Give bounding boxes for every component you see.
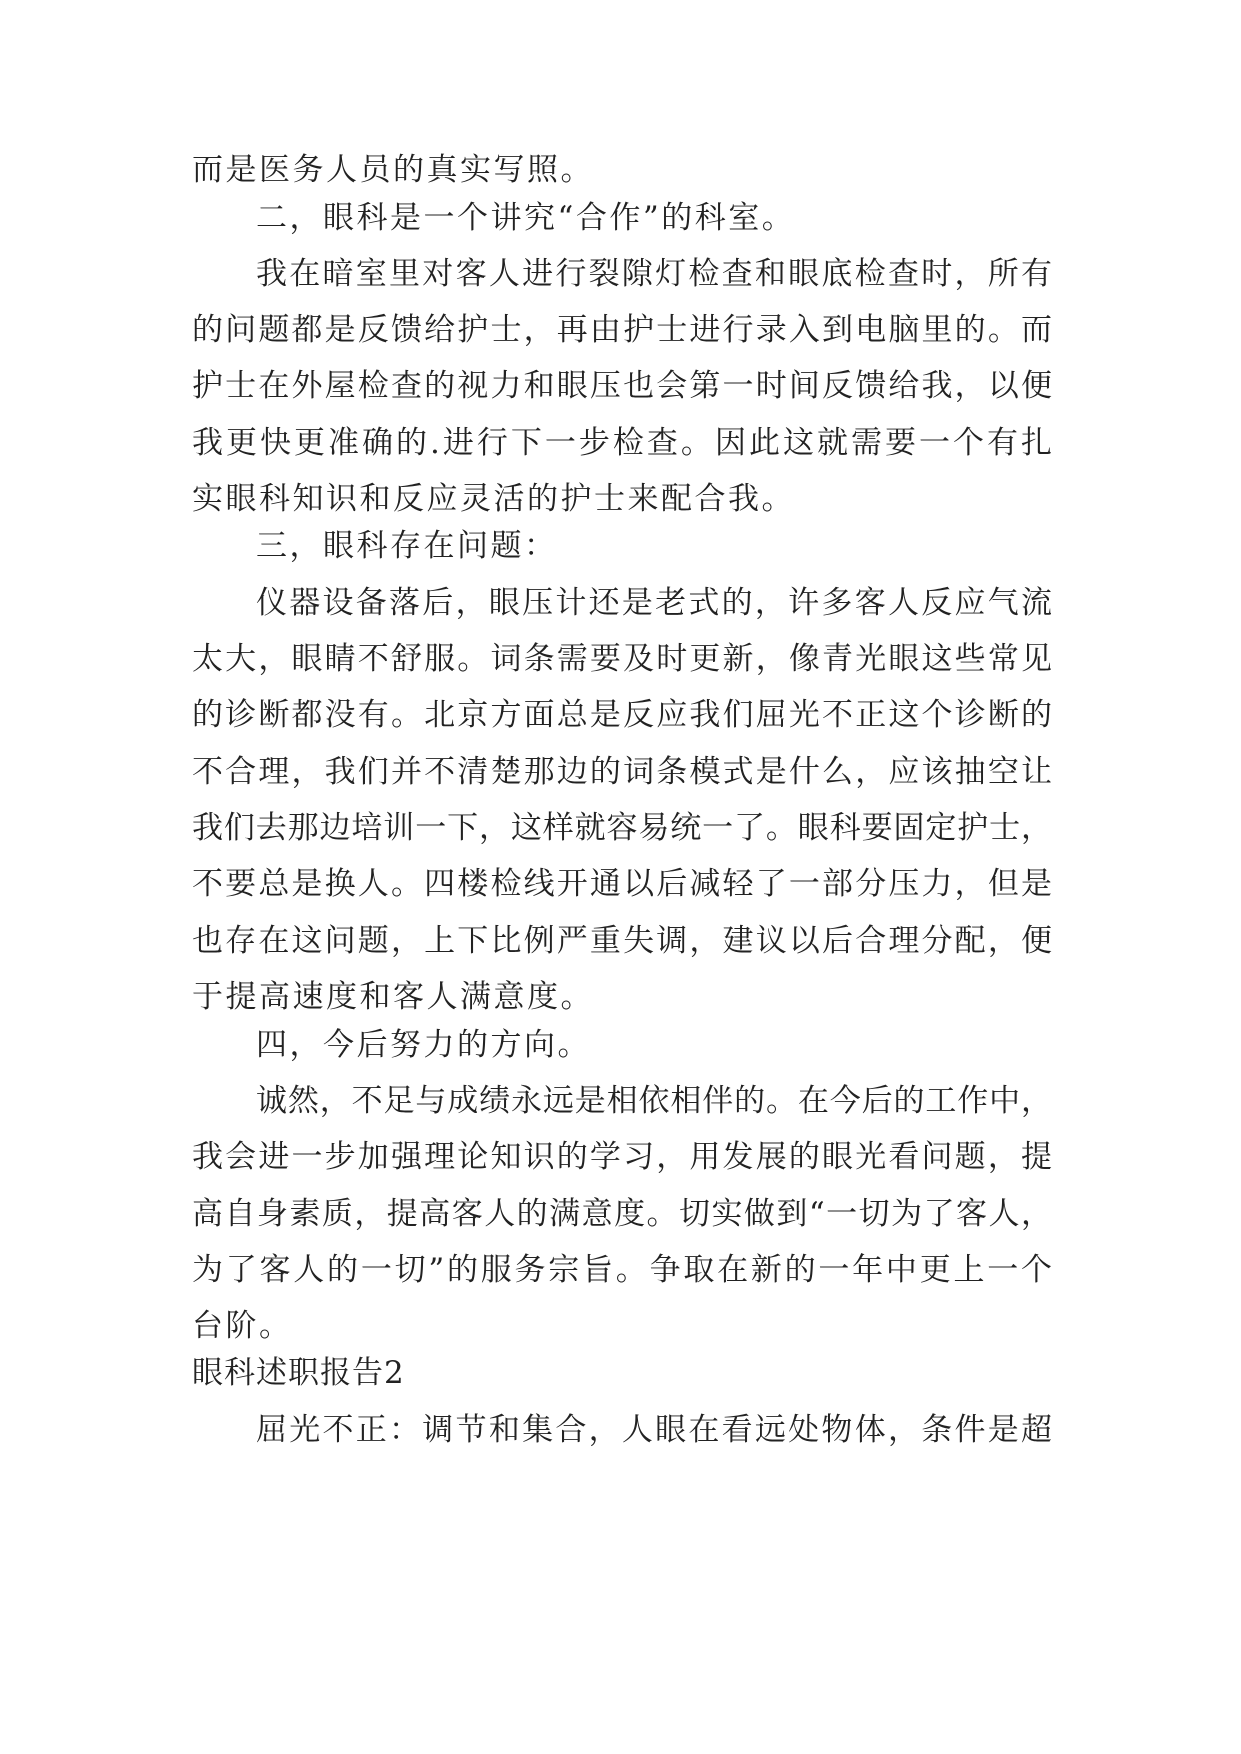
text-line: 我会进一步加强理论知识的学习，用发展的眼光看问题，提 — [192, 1139, 1052, 1175]
text-line: 太大，眼睛不舒服。词条需要及时更新，像青光眼这些常见 — [192, 641, 1052, 677]
text-line: 不合理，我们并不清楚那边的词条模式是什么，应该抽空让 — [192, 754, 1052, 790]
text-line: 的诊断都没有。北京方面总是反应我们屈光不正这个诊断的 — [192, 697, 1052, 733]
text-line: 我们去那边培训一下，这样就容易统一了。眼科要固定护士， — [192, 810, 1052, 846]
text-line: 屈光不正：调节和集合，人眼在看远处物体，条件是超 — [256, 1412, 1052, 1448]
text-line: 为了客人的一切”的服务宗旨。争取在新的一年中更上一个 — [192, 1252, 1052, 1288]
text-line: 的问题都是反馈给护士，再由护士进行录入到电脑里的。而 — [192, 312, 1052, 348]
section-heading: 四，今后努力的方向。 — [256, 1027, 591, 1063]
document-title: 眼科述职报告2 — [192, 1355, 405, 1391]
text-line: 高自身素质，提高客人的满意度。切实做到“一切为了客人， — [192, 1196, 1052, 1232]
text-line: 台阶。 — [192, 1308, 293, 1344]
text-line: 实眼科知识和反应灵活的护士来配合我。 — [192, 481, 795, 517]
text-line: 而是医务人员的真实写照。 — [192, 152, 594, 188]
text-line: 我在暗室里对客人进行裂隙灯检查和眼底检查时，所有 — [256, 256, 1052, 292]
text-line: 仪器设备落后，眼压计还是老式的，许多客人反应气流 — [256, 585, 1052, 621]
text-line: 不要总是换人。四楼检线开通以后减轻了一部分压力，但是 — [192, 866, 1052, 902]
section-heading: 二，眼科是一个讲究“合作”的科室。 — [256, 200, 796, 236]
text-line: 护士在外屋检查的视力和眼压也会第一时间反馈给我，以便 — [192, 368, 1052, 404]
text-line: 于提高速度和客人满意度。 — [192, 979, 594, 1015]
text-line: 也存在这问题，上下比例严重失调，建议以后合理分配，便 — [192, 923, 1052, 959]
text-line: 诚然，不足与成绩永远是相依相伴的。在今后的工作中， — [256, 1083, 1052, 1119]
section-heading: 三，眼科存在问题： — [256, 528, 558, 564]
text-line: 我更快更准确的.进行下一步检查。因此这就需要一个有扎 — [192, 425, 1052, 461]
